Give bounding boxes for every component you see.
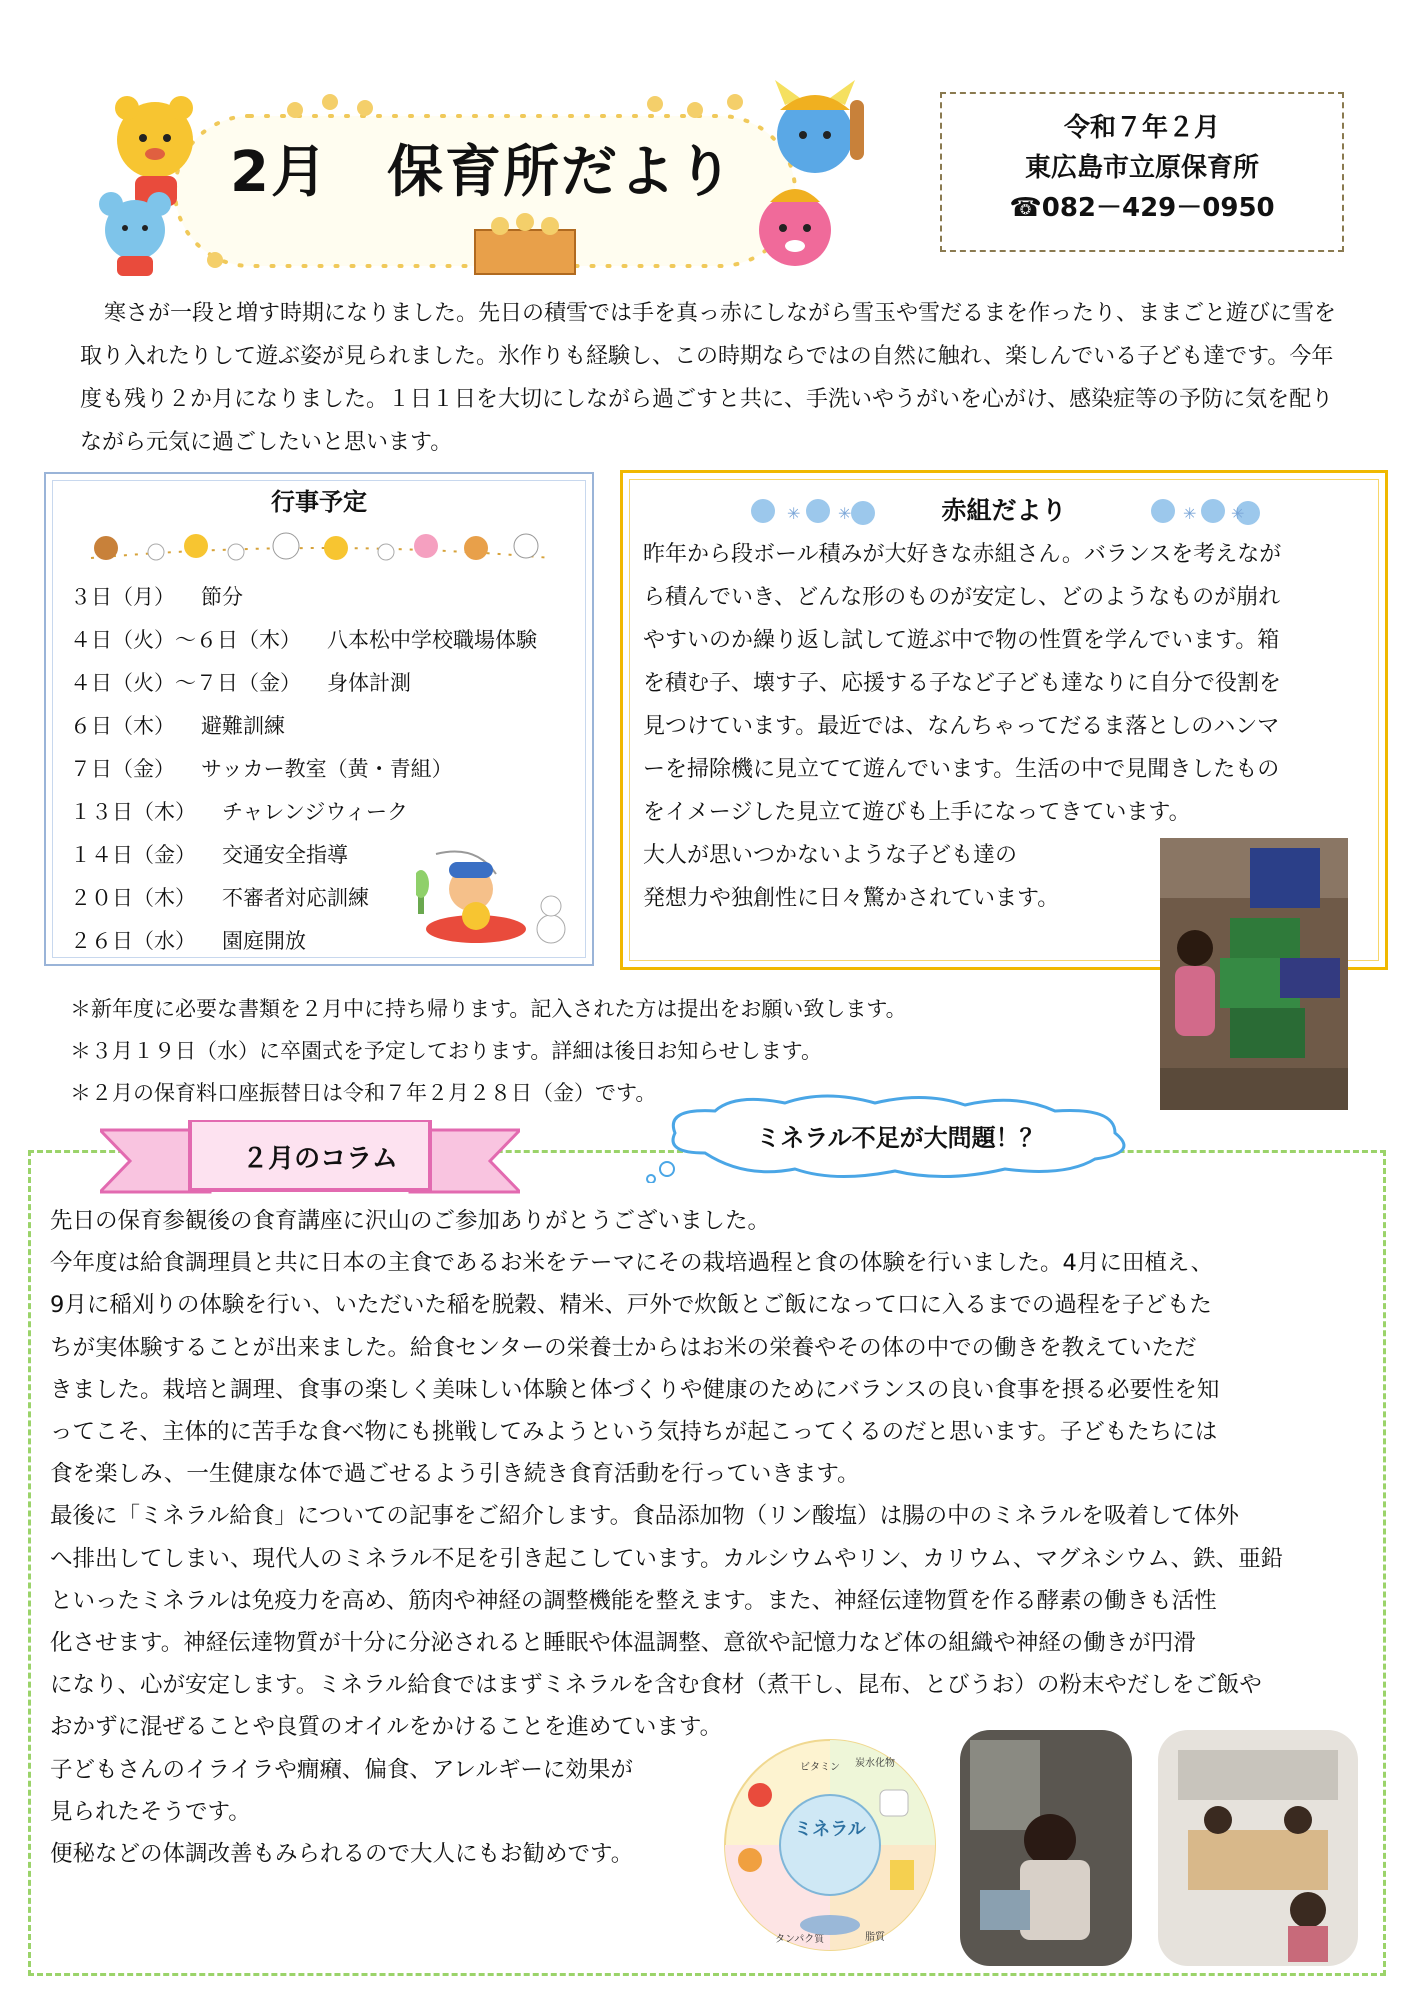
issue-date: 令和７年２月 (1063, 113, 1220, 143)
notice-item: ＊３月１９日（水）に卒園式を予定しております。詳細は後日お知らせします。 (70, 1039, 823, 1063)
svg-text:✳: ✳ (1231, 504, 1245, 523)
akagumi-text: 昨年から段ボール積みが大好きな赤組さん。バランスを考えなが ら積んでいき、どんな形のものが安定し、どのようなものが崩れ やすいのか繰り返し試して遊ぶ中で物の性質を学んでいます。箱 を積む子、壊す子、応援する子など子ども達なりに自分で役割を 見つけています。最近では、なんちゃってだるま落としのハンマ ーを掃除機に見立てて遊んでいます。生活の中で見聞きしたもの をイメージした見立て遊びも上手になってきています。 大人が思いつかないような子ども達の 発想力や独創性に日々驚かされています。 (643, 542, 1282, 911)
events-list (70, 576, 537, 963)
column-subtitle: ミネラル不足が大問題！？ (756, 1124, 1044, 1152)
mineral-label: ミネラル (794, 1819, 866, 1840)
children-eating-photo (1158, 1730, 1358, 1966)
svg-text:✳: ✳ (787, 504, 801, 523)
svg-text:炭水化物: 炭水化物 (855, 1758, 895, 1769)
phone-number: ☎082－429－0950 (1009, 193, 1275, 223)
svg-text:タンパク質: タンパク質 (775, 1934, 825, 1945)
blue-oni-icon (775, 80, 864, 173)
facility-info-box (940, 92, 1344, 252)
svg-text:脂質: 脂質 (865, 1932, 885, 1943)
mouse-icon (99, 192, 171, 276)
page-title: 2月 保育所だより (230, 140, 735, 205)
svg-text:✳: ✳ (1183, 504, 1197, 523)
column-title: ２月のコラム (242, 1144, 398, 1174)
event-item: １４日（金） 交通安全指導 (70, 843, 348, 867)
event-item: ２０日（木） 不審者対応訓練 (70, 886, 369, 910)
event-item: ４日（火）～７日（金） 身体計測 (70, 671, 411, 695)
notice-item: ＊新年度に必要な書類を２月中に持ち帰ります。記入された方は提出をお願い致します。 (70, 997, 907, 1021)
svg-text:✳: ✳ (838, 504, 852, 523)
intro-paragraph: 寒さが一段と増す時期になりました。先日の積雪では手を真っ赤にしながら雪玉や雪だるまを作ったり、ままごと遊びに雪を取り入れたりして遊ぶ姿が見られました。氷作りも経験し、この時期ならではの自然に触れ、楽しんでいる子ども達です。今年度も残り２か月になりました。１日１日を大切にしながら過ごすと共に、手洗いやうがいを心がけ、感染症等の予防に気を配りながら元気に過ごしたいと思います。 (80, 301, 1337, 455)
facility-name: 東広島市立原保育所 (1024, 153, 1259, 183)
animals-border-decoration (86, 518, 556, 572)
sledding-children-illustration (416, 834, 586, 954)
event-item: ４日（火）～６日（木） 八本松中学校職場体験 (70, 628, 537, 652)
events-box (44, 472, 594, 966)
cooking-class-photo (960, 1730, 1132, 1966)
mineral-food-chart (720, 1730, 940, 1960)
event-item: １３日（木） チャレンジウィーク (70, 800, 409, 824)
column-body: 先日の保育参観後の食育講座に沢山のご参加ありがとうございました。 今年度は給食調理員と共に日本の主食であるお米をテーマにその栽培過程と食の体験を行いました。4月に田植え、 9月に稲刈りの体験を行い、いただいた稲を脱穀、精米、戸外で炊飯とご飯になって口に入るまでの過程を子どもた ちが実体験することが出来ました。給食センターの栄養士からはお米の栄養やその体の中での働きを教えていただ きました。栽培と調理、食事の楽しく美味しい体験と体づくりや健康のためにバランスの良い食事を摂る必要性を知 ってこそ、主体的に苦手な食べ物にも挑戦してみようという気持ちが起こってくるのだと思います。子どもたちには 食を楽しみ、一生健康な体で過ごせるよう引き続き食育活動を行っていきます。 最後に「ミネラル給食」についての記事をご紹介します。食品添加物（リン酸塩）は腸の中のミネラルを吸着して体外 へ排出してしまい、現代人のミネラル不足を引き起こしています。カルシウムやリン、カリウム、マグネシウム、鉄、亜鉛 といったミネラルは免疫力を高め、筋肉や神経の調整機能を整えます。また、神経伝達物質を作る酵素の働きも活性 化させます。神経伝達物質が十分に分泌されると睡眠や体温調整、意欲や記憶力など体の組織や神経の働きが円滑 になり、心が安定します。ミネラル給食ではまずミネラルを含む食材（煮干し、昆布、とびうお）の粉末やだしをご飯や おかずに混ぜることや良質のオイルをかけることを進めています。 子どもさんのイライラや癇癪、偏食、アレルギーに効果が 見られたそうです。 便秘などの体調改善もみられるので大人にもお勧めです。 (50, 1208, 1284, 1868)
event-item: ７日（金） サッカー教室（黄・青組） (70, 757, 453, 781)
events-title: 行事予定 (271, 488, 367, 516)
svg-text:ビタミン: ビタミン (800, 1762, 840, 1773)
event-item: ６日（木） 避難訓練 (70, 714, 285, 738)
event-item: ３日（月） 節分 (70, 585, 243, 609)
akagumi-box (620, 470, 1388, 970)
akagumi-title: 赤組だより (941, 496, 1067, 525)
notice-item: ＊２月の保育料口座振替日は令和７年２月２８日（金）です。 (70, 1081, 657, 1105)
event-item: ２６日（水） 園庭開放 (70, 929, 306, 953)
